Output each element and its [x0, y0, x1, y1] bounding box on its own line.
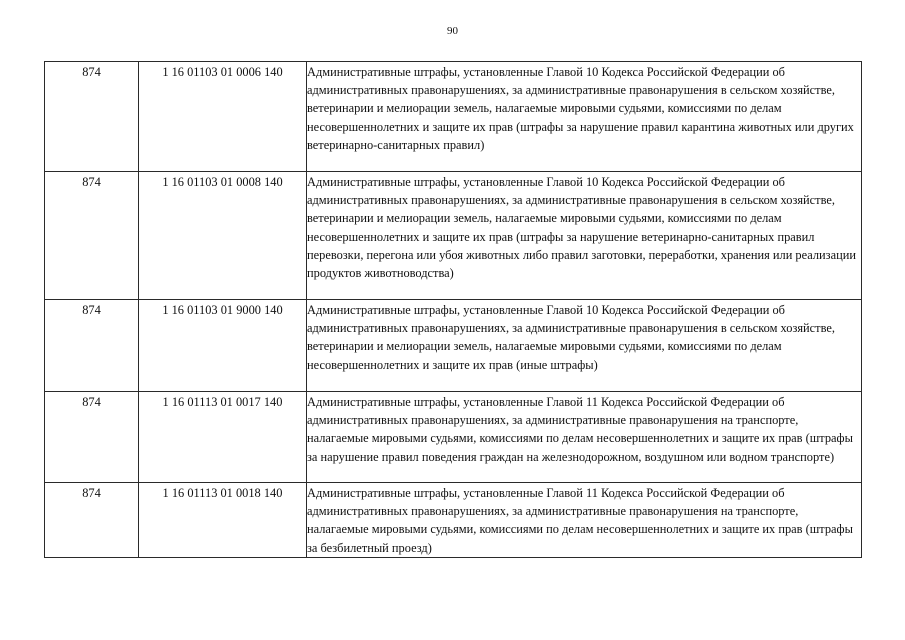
page-number: 90: [447, 25, 458, 37]
name-cell: [307, 392, 862, 483]
name-cell: [307, 62, 862, 172]
kbk-cell: [139, 172, 307, 300]
admin-code: 874: [82, 65, 101, 79]
kbk-code: 1 16 01103 01 9000 140: [162, 303, 283, 317]
table-row: [45, 300, 862, 392]
name-cell: [307, 300, 862, 392]
kbk-cell: [139, 300, 307, 392]
kbk-code: 1 16 01103 01 0008 140: [162, 175, 283, 189]
admin-code-cell: [45, 172, 139, 300]
table-row: [45, 392, 862, 483]
admin-code: 874: [82, 395, 101, 409]
name-cell: [307, 483, 862, 558]
kbk-cell: [139, 483, 307, 558]
budget-classification-table: [44, 61, 862, 558]
admin-code-cell: [45, 300, 139, 392]
table-row: [45, 172, 862, 300]
admin-code-cell: [45, 392, 139, 483]
revenue-name: Административные штрафы, установленные Главой 10 Кодекса Российской Федерации об административных правонарушениях, за административные правонарушения в сельском хозяйстве, ветеринарии и мелиорации земель, налагаемые мировыми судьями, комиссиями по делам несовершеннолетних и защите их прав (иные штрафы): [307, 303, 835, 372]
kbk-code: 1 16 01113 01 0018 140: [162, 486, 283, 500]
revenue-name: Административные штрафы, установленные Главой 10 Кодекса Российской Федерации об административных правонарушениях, за административные правонарушения в сельском хозяйстве, ветеринарии и мелиорации земель, налагаемые мировыми судьями, комиссиями по делам несовершеннолетних и защите их прав (штрафы за нарушение правил карантина животных или других ветеринарно-санитарных правил): [307, 65, 854, 152]
admin-code-cell: [45, 483, 139, 558]
revenue-name: Административные штрафы, установленные Главой 10 Кодекса Российской Федерации об административных правонарушениях, за административные правонарушения в сельском хозяйстве, ветеринарии и мелиорации земель, налагаемые мировыми судьями, комиссиями по делам несовершеннолетних и защите их прав (штрафы за нарушение ветеринарно-санитарных правил перевозки, перегона или убоя животных либо правил заготовки, переработки, хранения или реализации продуктов животноводства): [307, 175, 856, 281]
admin-code: 874: [82, 486, 101, 500]
kbk-code: 1 16 01113 01 0017 140: [162, 395, 283, 409]
admin-code: 874: [82, 303, 101, 317]
table-row: [45, 62, 862, 172]
kbk-code: 1 16 01103 01 0006 140: [162, 65, 283, 79]
revenue-name: Административные штрафы, установленные Главой 11 Кодекса Российской Федерации об административных правонарушениях, за административные правонарушения на транспорте, налагаемые мировыми судьями, комиссиями по делам несовершеннолетних и защите их прав (штрафы за безбилетный проезд): [307, 486, 853, 555]
table-row: [45, 483, 862, 558]
admin-code-cell: [45, 62, 139, 172]
revenue-name: Административные штрафы, установленные Главой 11 Кодекса Российской Федерации об административных правонарушениях, за административные правонарушения на транспорте, налагаемые мировыми судьями, комиссиями по делам несовершеннолетних и защите их прав (штрафы за нарушение правил поведения граждан на железнодорожном, воздушном или водном транспорте): [307, 395, 853, 464]
admin-code: 874: [82, 175, 101, 189]
kbk-cell: [139, 62, 307, 172]
kbk-cell: [139, 392, 307, 483]
name-cell: [307, 172, 862, 300]
